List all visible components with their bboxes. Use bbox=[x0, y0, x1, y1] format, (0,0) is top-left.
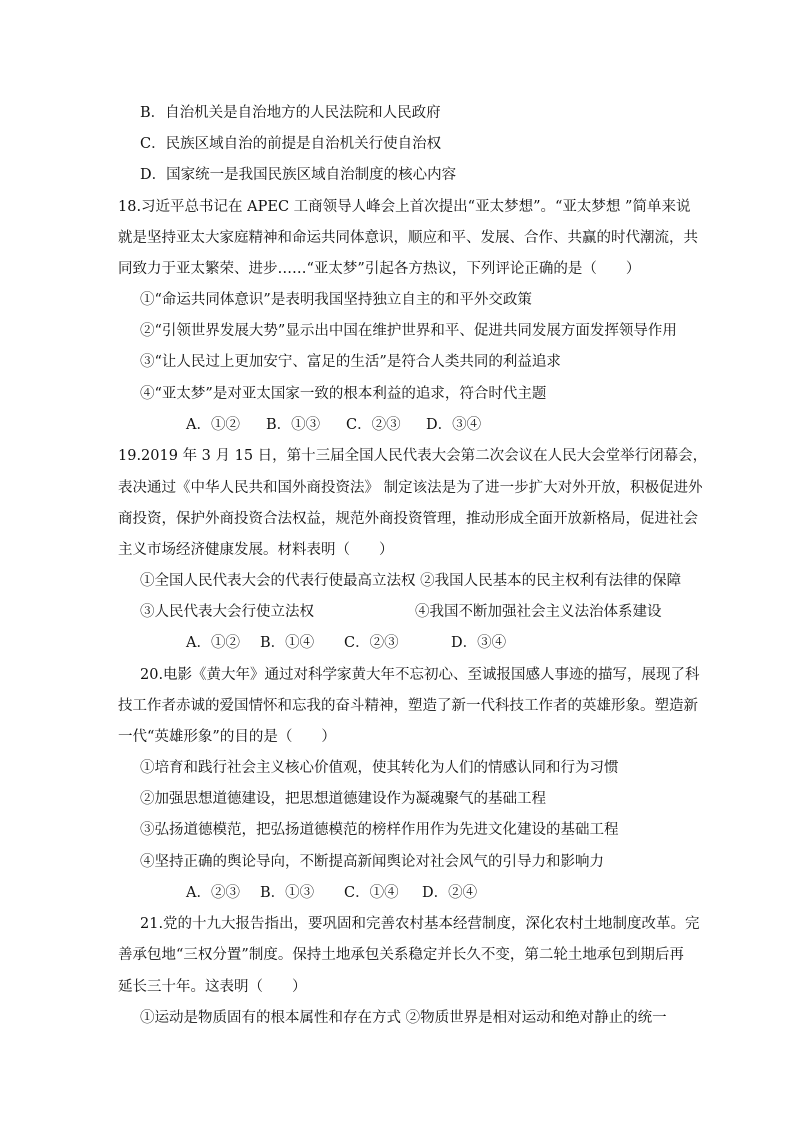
q19-stem-line-1: 19.2019 年 3 月 15 日，第十三届全国人民代表大会第二次会议在人民大会堂举行闭幕会， bbox=[118, 448, 708, 464]
q19-answer-d: D．③④ bbox=[451, 635, 507, 651]
q18-stem-line-2: 就是坚持亚太大家庭精神和命运共同体意识，顺应和平、发展、合作、共赢的时代潮流，共 bbox=[118, 230, 698, 246]
q18-answer-d: D．③④ bbox=[426, 417, 482, 433]
q18-stem-line-1: 18.习近平总书记在 APEC 工商领导人峰会上首次提出“亚太梦想”。“亚太梦想 ”简单来说 bbox=[118, 199, 691, 215]
q20-answer-a: A．②③ bbox=[186, 885, 240, 901]
q17-option-c: C．民族区域自治的前提是自治机关行使自治权 bbox=[140, 136, 442, 152]
q20-stem-line-3: 一代“英雄形象”的目的是（ ） bbox=[118, 729, 336, 745]
q18-answer-choices bbox=[186, 415, 481, 435]
q19-stem-line-3: 商投资，保护外商投资合法权益，规范外商投资管理，推动形成全面开放新格局，促进社会 bbox=[118, 511, 698, 527]
q20-item-3: ③弘扬道德模范，把弘扬道德模范的榜样作用作为先进文化建设的基础工程 bbox=[140, 822, 619, 838]
q19-stem-line-4: 主义市场经济健康发展。材料表明（ ） bbox=[118, 542, 394, 558]
q18-answer-a: A．①② bbox=[186, 417, 240, 433]
q19-item-1-2: ①全国人民代表大会的代表行使最高立法权 ②我国人民基本的民主权利有法律的保障 bbox=[140, 573, 682, 589]
q20-item-1: ①培育和践行社会主义核心价值观，使其转化为人们的情感认同和行为习惯 bbox=[140, 760, 619, 776]
q18-stem-line-3: 同致力于亚太繁荣、进步……“亚太梦”引起各方热议，下列评论正确的是（ ） bbox=[118, 261, 641, 277]
q20-stem-line-1: 20.电影《黄大年》通过对科学家黄大年不忘初心、至诚报国感人事迹的描写，展现了科 bbox=[140, 667, 700, 683]
q18-answer-b: B．①③ bbox=[266, 417, 321, 433]
q17-option-b: B．自治机关是自治地方的人民法院和人民政府 bbox=[140, 105, 441, 121]
q20-answer-d: D．②④ bbox=[422, 885, 478, 901]
q20-answer-c: C．①④ bbox=[344, 885, 399, 901]
q21-stem-line-1: 21.党的十九大报告指出，要巩固和完善农村基本经营制度，深化农村土地制度改革。完 bbox=[140, 916, 700, 932]
q19-answer-choices bbox=[186, 633, 506, 653]
q18-answer-c: C．②③ bbox=[346, 417, 401, 433]
q17-option-d: D．国家统一是我国民族区域自治制度的核心内容 bbox=[140, 167, 457, 183]
q18-item-3: ③“让人民过上更加安宁、富足的生活”是符合人类共同的利益追求 bbox=[140, 354, 561, 370]
q18-item-2: ②“引领世界发展大势”显示出中国在维护世界和平、促进共同发展方面发挥领导作用 bbox=[140, 323, 677, 339]
q19-answer-c: C．②③ bbox=[344, 635, 399, 651]
q19-item-4: ④我国不断加强社会主义法治体系建设 bbox=[415, 604, 662, 620]
q18-item-1: ①“命运共同体意识”是表明我国坚持独立自主的和平外交政策 bbox=[140, 292, 532, 308]
q19-answer-a: A．①② bbox=[186, 635, 240, 651]
q19-stem-line-2: 表决通过《中华人民共和国外商投资法》 制定该法是为了进一步扩大对外开放，积极促进外 bbox=[118, 480, 703, 496]
q20-item-2: ②加强思想道德建设，把思想道德建设作为凝魂聚气的基础工程 bbox=[140, 791, 546, 807]
q19-answer-b: B．①④ bbox=[260, 635, 315, 651]
q21-item-1-2: ①运动是物质固有的根本属性和存在方式 ②物质世界是相对运动和绝对静止的统一 bbox=[140, 1010, 667, 1026]
q20-answer-b: B．①③ bbox=[260, 885, 315, 901]
q21-stem-line-3: 延长三十年。这表明（ ） bbox=[118, 979, 307, 995]
q20-answer-choices bbox=[186, 883, 477, 903]
q21-stem-line-2: 善承包地“三权分置”制度。保持土地承包关系稳定并长久不变，第二轮土地承包到期后再 bbox=[118, 947, 684, 963]
q20-stem-line-2: 技工作者赤诚的爱国情怀和忘我的奋斗精神，塑造了新一代科技工作者的英雄形象。塑造新 bbox=[118, 698, 698, 714]
q20-item-4: ④坚持正确的舆论导向，不断提高新闻舆论对社会风气的引导力和影响力 bbox=[140, 854, 604, 870]
q18-item-4: ④“亚太梦”是对亚太国家一致的根本利益的追求，符合时代主题 bbox=[140, 386, 547, 402]
q19-item-3: ③人民代表大会行使立法权 bbox=[140, 604, 314, 620]
